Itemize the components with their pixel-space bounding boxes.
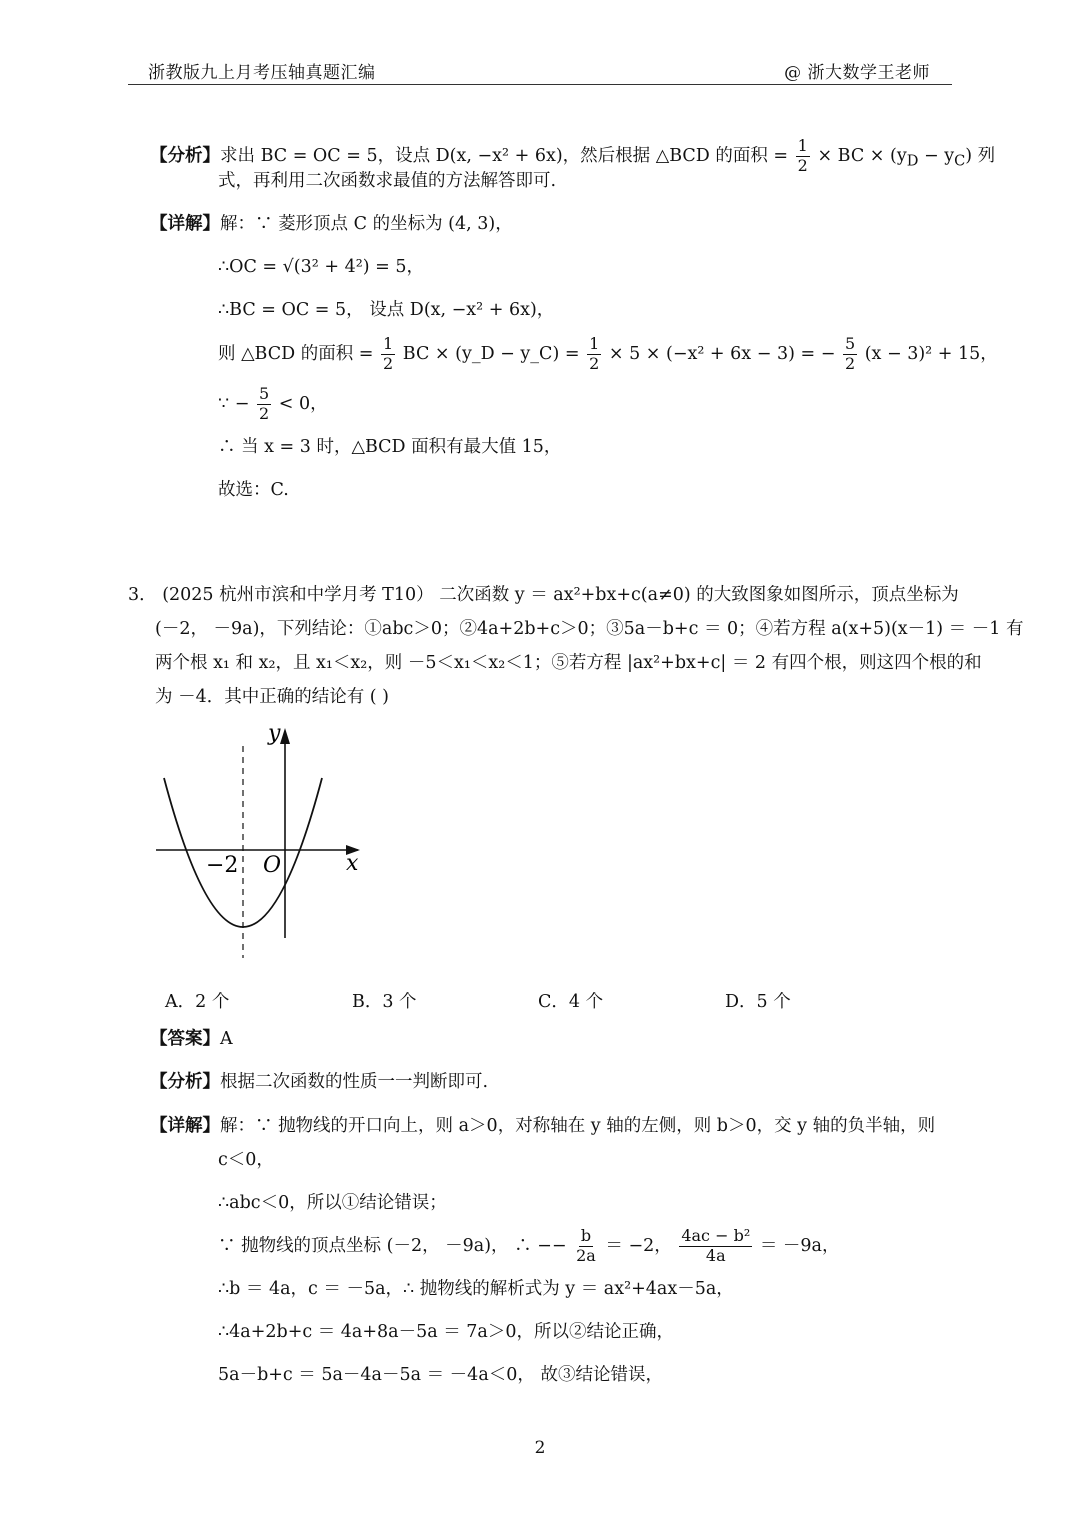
detail-text: < 0，	[278, 393, 328, 414]
detail-tag: 【详解】	[150, 214, 220, 234]
fraction-den: 2	[258, 403, 270, 423]
page-number: 2	[534, 1438, 546, 1458]
fraction-den: 2	[844, 353, 856, 373]
analysis-text: × BC × (y	[817, 145, 907, 166]
fraction-num: 1	[383, 334, 394, 353]
neg2-label: −2	[206, 853, 239, 878]
y-axis-label: y	[268, 721, 281, 746]
analysis-tag: 【分析】	[150, 145, 220, 166]
q2-detail-line3: ∴BC = OC = 5， 设点 D(x, −x² + 6x)，	[218, 300, 555, 320]
q3-stem-line1: 3． (2025 杭州市滨和中学月考 T10） 二次函数 y ＝ ax²+bx+c(a≠0) 的大致图象如图所示，顶点坐标为	[128, 585, 959, 605]
fraction-den: 4a	[705, 1245, 726, 1265]
detail-text: 解：∵ 菱形顶点 C 的坐标为 (4, 3)，	[220, 214, 513, 234]
option-b: B．3 个	[352, 992, 417, 1012]
fraction	[257, 386, 271, 423]
detail-text: ∵ −	[218, 393, 250, 414]
fraction	[679, 1228, 752, 1265]
y-axis-arrow-icon	[280, 728, 290, 744]
header-author: @ 浙大数学王老师	[784, 63, 930, 83]
answer-tag: 【答案】	[150, 1029, 220, 1049]
fraction-num: b	[580, 1226, 592, 1245]
origin-label: O	[263, 853, 282, 878]
analysis-tag: 【分析】	[150, 1072, 220, 1092]
detail-text: 则 △BCD 的面积 =	[218, 343, 374, 364]
fraction	[843, 336, 857, 373]
option-d: D．5 个	[725, 992, 791, 1012]
detail-text: ∵ 抛物线的顶点坐标 (－2， －9a)， ∴ −−	[218, 1235, 567, 1256]
analysis-text: 根据二次函数的性质一一判断即可.	[220, 1072, 489, 1092]
detail-text: (x − 3)² + 15，	[864, 343, 998, 364]
detail-text: 解：∵ 抛物线的开口向上，则 a＞0，对称轴在 y 轴的左侧，则 b＞0，交 y 轴的负半轴，则	[220, 1116, 936, 1136]
detail-tag: 【详解】	[150, 1116, 220, 1136]
fraction	[574, 1228, 598, 1265]
detail-text: BC × (y_D − y_C) =	[402, 343, 580, 364]
q3-stem-line4: 为 －4．其中正确的结论有 ( )	[155, 687, 389, 707]
q2-detail-line2: ∴OC = √(3² + 4²) = 5，	[218, 257, 424, 277]
fraction-den: 2a	[576, 1245, 596, 1265]
q2-analysis	[150, 138, 995, 175]
x-axis-label: x	[346, 851, 359, 876]
q2-detail-line6: ∴ 当 x = 3 时，△BCD 面积有最大值 15，	[218, 437, 562, 457]
detail-text: × 5 × (−x² + 6x − 3) = −	[608, 343, 836, 364]
q3-detail	[150, 1118, 935, 1136]
q3-stem-line3: 两个根 x₁ 和 x₂，且 x₁＜x₂，则 －5＜x₁＜x₂＜1；⑤若方程 |ax²+bx+c| ＝ 2 有四个根，则这四个根的和	[155, 653, 982, 673]
fraction	[796, 138, 810, 175]
q2-detail-line5	[218, 386, 328, 423]
q3-answer	[150, 1031, 233, 1049]
q3-detail-line6: ∴4a+2b+c ＝ 4a+8a－5a ＝ 7a＞0，所以②结论正确，	[218, 1322, 674, 1342]
option-a: A．2 个	[165, 992, 230, 1012]
q3-detail-line7: 5a－b+c ＝ 5a－4a－5a ＝ －4a＜0， 故③结论错误，	[218, 1365, 663, 1385]
analysis-text: ) 列	[965, 145, 996, 166]
q2-detail	[150, 216, 513, 234]
detail-text: ＝ －9a，	[759, 1235, 840, 1256]
header-rule	[128, 84, 952, 85]
analysis-text: − y	[918, 145, 955, 166]
analysis-text: 求出 BC = OC = 5，设点 D(x, −x² + 6x)，然后根据 △BCD 的面积 =	[220, 145, 789, 166]
fraction-den: 2	[797, 155, 808, 175]
option-c: C．4 个	[538, 992, 604, 1012]
q3-detail-line5: ∴b ＝ 4a，c ＝ －5a，∴ 抛物线的解析式为 y ＝ ax²+4ax－5a，	[218, 1279, 734, 1299]
answer-value: A	[220, 1029, 233, 1049]
fraction-den: 2	[589, 353, 600, 373]
fraction	[381, 336, 395, 373]
q3-stem-line2: (－2， －9a)，下列结论：①abc＞0；②4a+2b+c＞0；③5a－b+c ＝ 0；④若方程 a(x+5)(x－1) ＝ －1 有	[155, 619, 1024, 639]
header-title: 浙教版九上月考压轴真题汇编	[148, 63, 376, 83]
fraction-num: 5	[844, 334, 856, 353]
fraction-num: 4ac − b²	[681, 1226, 751, 1245]
q3-detail-line4	[218, 1228, 839, 1265]
subscript: D	[906, 152, 919, 170]
parabola-figure	[148, 718, 378, 963]
q3-detail-line2: c＜0，	[218, 1150, 274, 1170]
fraction	[587, 336, 601, 373]
fraction-num: 5	[258, 384, 270, 403]
q3-analysis	[150, 1074, 488, 1092]
q2-detail-line4	[218, 336, 998, 373]
q2-analysis-line2: 式，再利用二次函数求最值的方法解答即可.	[218, 171, 557, 191]
fraction-num: 1	[589, 334, 600, 353]
q3-detail-line3: ∴abc＜0，所以①结论错误；	[218, 1193, 447, 1213]
fraction-den: 2	[383, 353, 394, 373]
detail-text: ＝ −2，	[605, 1235, 672, 1256]
fraction-num: 1	[797, 136, 808, 155]
q2-detail-line7: 故选：C.	[218, 480, 289, 500]
subscript: C	[954, 152, 966, 170]
